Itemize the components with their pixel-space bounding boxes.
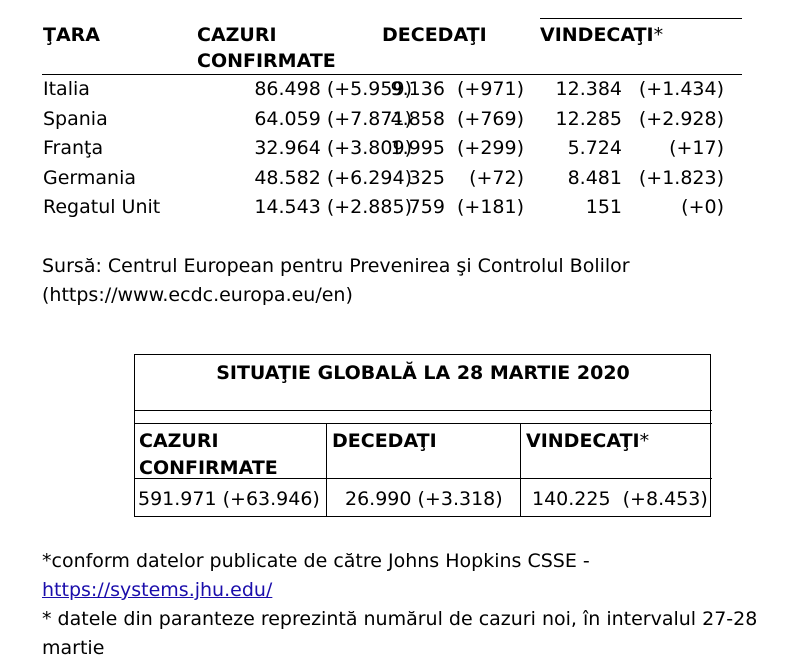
row-deaths: 4.858 (+769) [390,107,524,130]
row-recovered: 151 [585,196,622,218]
row-country: Germania [43,166,137,189]
global-divider [134,410,712,411]
global-header-recovered: VINDECAŢI* [526,430,650,452]
global-divider [134,423,712,424]
row-deaths: 759 (+181) [408,196,524,218]
row-country: Franţa [43,137,104,159]
header-recovered-asterisk: * [653,24,664,46]
global-deaths-value: 26.990 (+3.318) [345,488,503,510]
global-column-divider [326,423,327,517]
row-deaths: 1.995 (+299) [390,137,524,159]
row-recovered: 5.724 [567,137,622,159]
row-cases: 32.964 (+3.809) [254,137,412,159]
row-cases: 64.059 (+7.871) [254,107,412,130]
country-table [42,18,742,223]
row-cases: 86.498 (+5.959) [254,78,412,100]
header-divider [540,18,742,19]
row-new-recovered: (+1.434) [638,78,724,100]
row-new-recovered: (+0) [681,196,724,218]
row-deaths: 325 (+72) [408,166,524,189]
row-new-recovered: (+17) [669,137,724,159]
global-header-cases: CAZURI CONFIRMATE [139,430,278,479]
header-cases: CAZURI CONFIRMATE [197,24,336,72]
row-cases: 14.543 (+2.885) [254,196,412,218]
global-recovered-value: 140.225 (+8.453) [532,488,708,510]
global-recovered-asterisk: * [639,430,650,452]
table-row [42,105,742,135]
global-title-edge [710,384,711,410]
table-row [42,75,742,105]
footnote-parentheses: * datele din paranteze reprezintă numărul de cazuri noi, în intervalul 27-28 [42,608,758,630]
row-country: Italia [43,78,90,100]
row-recovered: 12.384 [555,78,622,100]
header-country: ŢARA [43,24,100,46]
source-line: Sursă: Centrul European pentru Prevenirea şi Controlul Bolilor [42,255,630,277]
row-country: Spania [43,107,108,130]
header-deaths: DECEDAŢI [382,24,487,46]
row-recovered: 12.285 [555,107,622,130]
table-row [42,164,742,194]
row-recovered: 8.481 [567,166,622,189]
jhu-link[interactable]: https://systems.jhu.edu/ [42,579,273,601]
global-header-deaths: DECEDAŢI [332,430,437,452]
global-cases-value: 591.971 (+63.946) [138,488,320,510]
global-title: SITUAŢIE GLOBALĂ LA 28 MARTIE 2020 [216,362,630,384]
global-column-divider [520,423,521,517]
table-row [42,134,742,164]
source-note [42,252,762,310]
global-situation-table [134,354,712,518]
footnote-parentheses-cont: martie [42,637,105,659]
table-header [42,18,742,75]
row-country: Regatul Unit [43,196,161,218]
row-new-recovered: (+1.823) [638,166,724,189]
footnotes [42,547,782,663]
header-recovered: VINDECAŢI* [540,24,664,46]
source-url: (https://www.ecdc.europa.eu/en) [42,284,353,306]
row-new-recovered: (+2.928) [638,107,724,130]
row-cases: 48.582 (+6.294) [254,166,412,189]
table-row [42,193,742,223]
footnote-source: *conform datelor publicate de către Johns Hopkins CSSE - [42,550,590,572]
row-deaths: 9.136 (+971) [390,78,524,100]
